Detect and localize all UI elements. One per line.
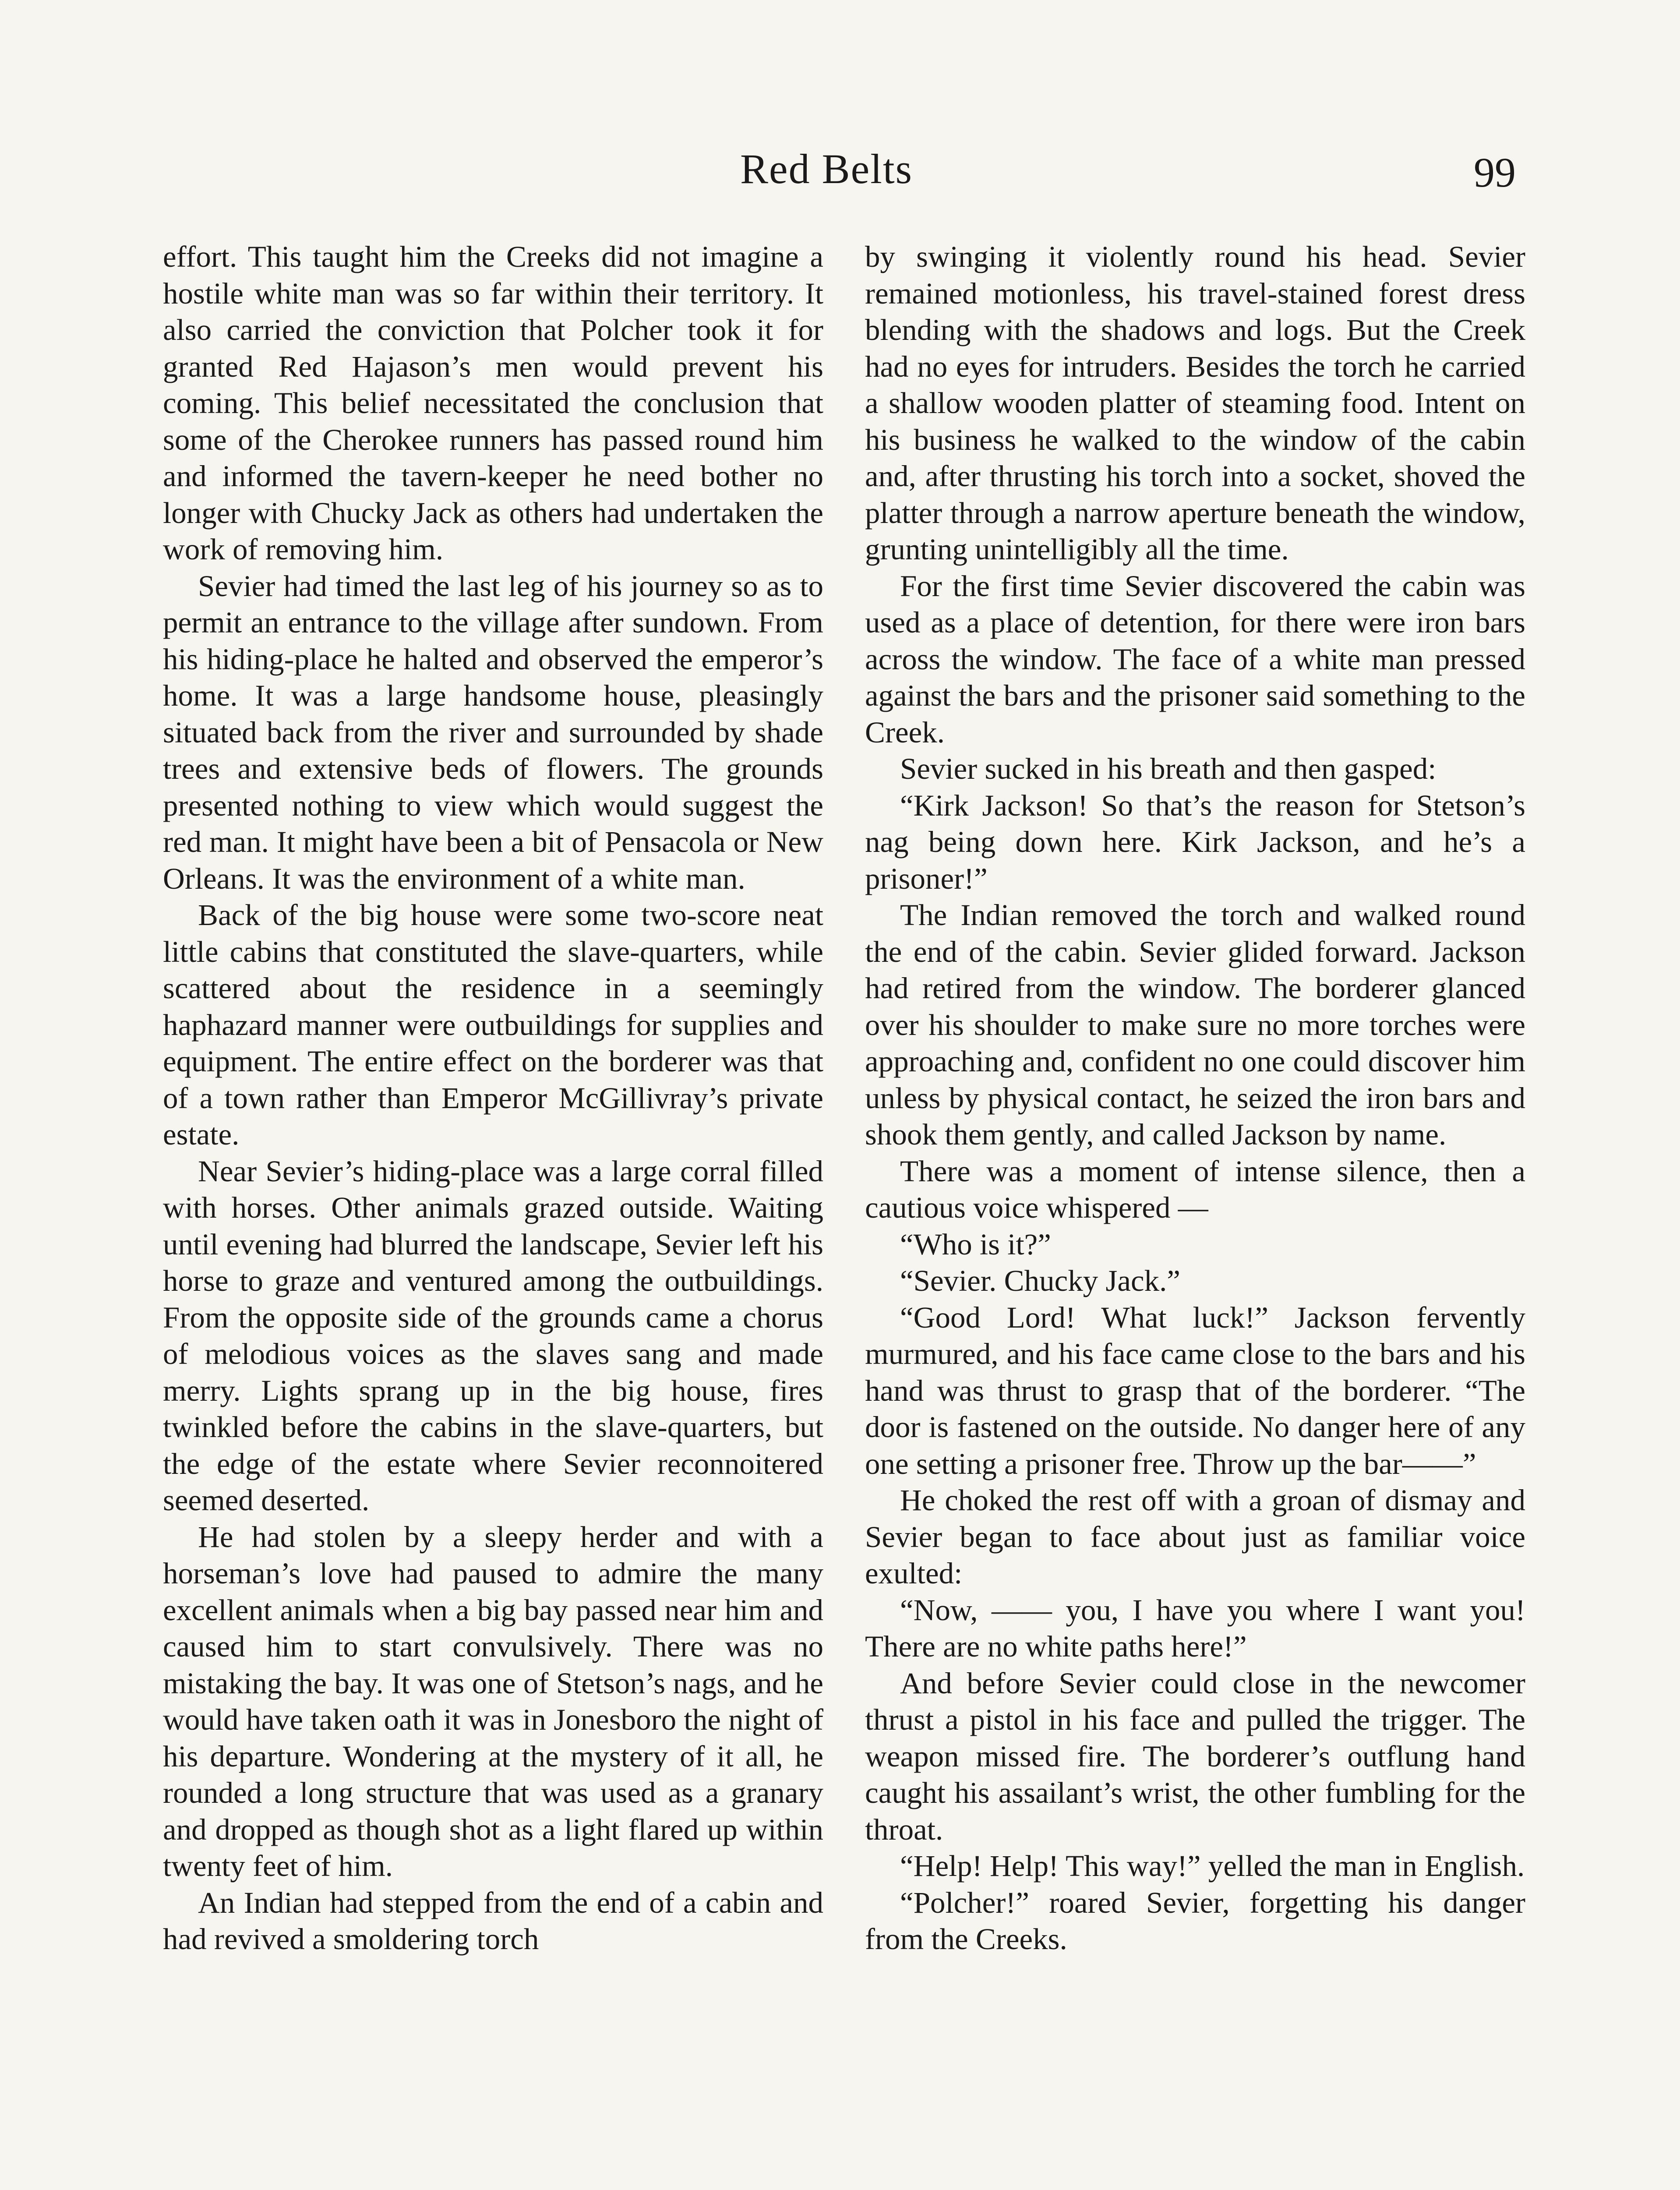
paragraph: “Polcher!” roared Sevier, forgetting his danger from the Creeks. [865, 1886, 1525, 1956]
paragraph: There was a moment of intense silence, then a cautious voice whispered — [865, 1154, 1525, 1224]
paragraph: “Who is it?” [900, 1227, 1051, 1261]
paragraph: by swinging it violently round his head. Sevier remained motionless, his travel-stained forest dress blending with the shadows and logs. But the Creek had no eyes for intruders. Besides the torch he carried a shallow wooden platter of steaming food. Intent on his business he walked to the window of the cabin and, after thrusting his torch into a socket, shoved the platter through a narrow aperture beneath the window, grunting unintelligibly all the time. [865, 240, 1525, 566]
running-head [0, 145, 1680, 201]
paragraph: An Indian had stepped from the end of a cabin and had revived a smoldering torch [163, 1886, 823, 1956]
right-column [865, 239, 1525, 1958]
paragraph: Sevier had timed the last leg of his journey so as to permit an entrance to the village after sundown. From his hiding-place he halted and observed the emperor’s home. It was a large handsome house, pleasingly situated back from the river and surrounded by shade trees and extensive beds of flowers. The grounds presented nothing to view which would suggest the red man. It might have been a bit of Pensacola or New Orleans. It was the environment of a white man. [163, 569, 823, 895]
paragraph: For the first time Sevier discovered the cabin was used as a place of detention, for there were iron bars across the window. The face of a white man pressed against the bars and the prisoner said something to the Creek. [865, 569, 1525, 749]
paragraph: “Kirk Jackson! So that’s the reason for Stetson’s nag being down here. Kirk Jackson, and he’s a prisoner!” [865, 788, 1525, 895]
paragraph: “Sevier. Chucky Jack.” [900, 1264, 1180, 1297]
paragraph: “Good Lord! What luck!” Jackson fervently murmured, and his face came close to the bars and his hand was thrust to grasp that of the borderer. “The door is fastened on the outside. No danger here of any one setting a prisoner free. Throw up the bar——” [865, 1300, 1525, 1480]
paragraph: And before Sevier could close in the newcomer thrust a pistol in his face and pulled the trigger. The weapon missed fire. The borderer’s outflung hand caught his assailant’s wrist, the other fumbling for the throat. [865, 1666, 1525, 1846]
left-column [163, 239, 823, 1958]
page-number: 99 [1474, 149, 1516, 196]
paragraph: He had stolen by a sleepy herder and with a horseman’s love had paused to admire the many excellent animals when a big bay passed near him and caused him to start convulsively. There was no mistaking the bay. It was one of Stetson’s nags, and he would have taken oath it was in Jonesboro the night of his departure. Wondering at the mystery of it all, he rounded a long structure that was used as a granary and dropped as though shot as a light flared up within twenty feet of him. [163, 1520, 823, 1883]
paragraph: Back of the big house were some two-score neat little cabins that constituted the slave-quarters, while scattered about the residence in a seemingly haphazard manner were outbuildings for supplies and equipment. The entire effect on the borderer was that of a town rather than Emperor McGillivray’s private estate. [163, 898, 823, 1151]
paragraph: Sevier sucked in his breath and then gasped: [900, 752, 1436, 785]
paragraph: He choked the rest off with a groan of dismay and Sevier began to face about just as familiar voice exulted: [865, 1484, 1525, 1590]
paragraph: The Indian removed the torch and walked round the end of the cabin. Sevier glided forward. Jackson had retired from the window. The borderer glanced over his shoulder to make sure no more torches were approaching and, confident no one could discover him unless by physical contact, he seized the iron bars and shook them gently, and called Jackson by name. [865, 898, 1525, 1151]
paragraph: effort. This taught him the Creeks did not imagine a hostile white man was so far within their territory. It also carried the conviction that Polcher took it for granted Red Hajason’s men would prevent his coming. This belief necessitated the conclusion that some of the Cherokee runners has passed round him and informed the tavern-keeper he need bother no longer with Chucky Jack as others had undertaken the work of removing him. [163, 240, 823, 566]
paragraph: Near Sevier’s hiding-place was a large corral filled with horses. Other animals grazed outside. Waiting until evening had blurred the landscape, Sevier left his horse to graze and ventured among the outbuildings. From the opposite side of the grounds came a chorus of melodious voices as the slaves sang and made merry. Lights sprang up in the big house, fires twinkled before the cabins in the slave-quarters, but the edge of the estate where Sevier reconnoitered seemed deserted. [163, 1154, 823, 1517]
paragraph: “Now, —— you, I have you where I want you! There are no white paths here!” [865, 1593, 1525, 1663]
paragraph: “Help! Help! This way!” yelled the man in English. [900, 1849, 1525, 1883]
running-title: Red Belts [740, 145, 913, 192]
